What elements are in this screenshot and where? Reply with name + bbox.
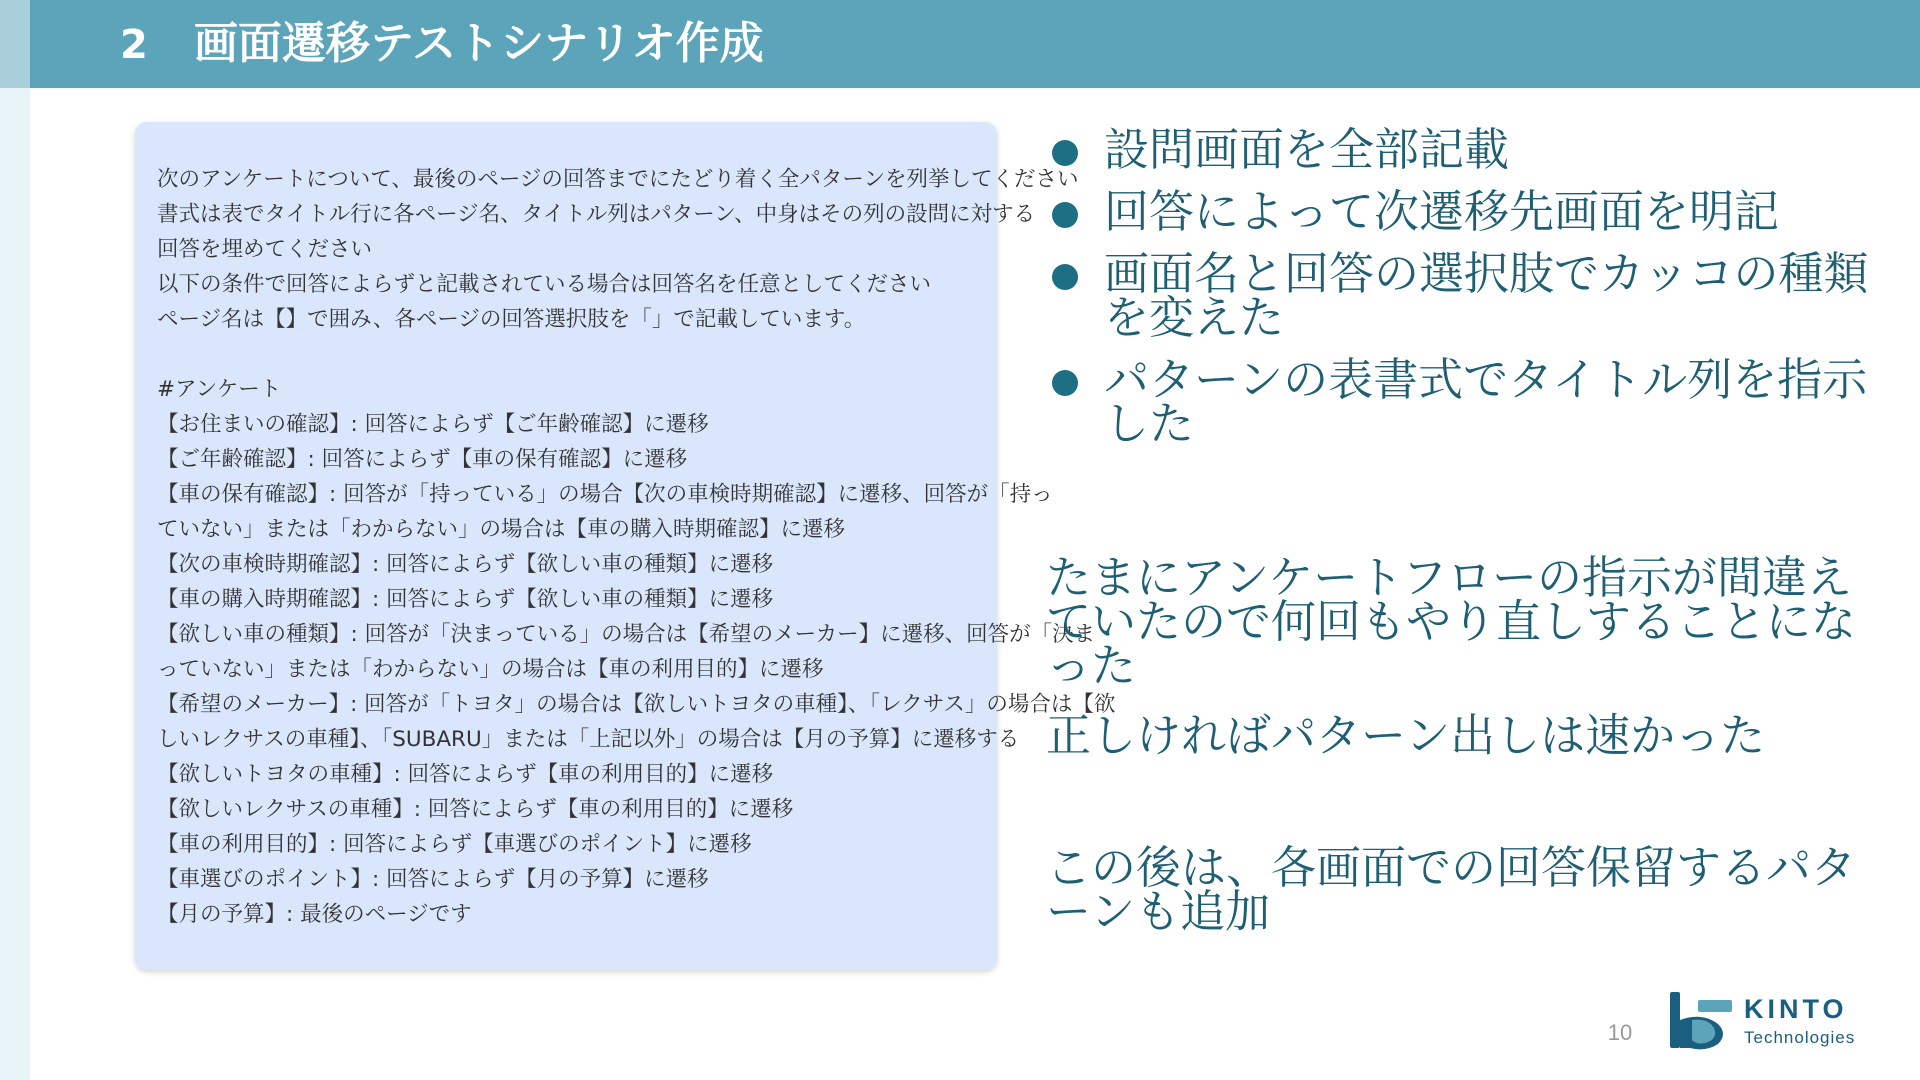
- bullet-item: [1048, 353, 1888, 450]
- bullet-dot-icon: [1052, 140, 1078, 166]
- prompt-line: 【車の購入時期確認】: 回答によらず【欲しい車の種類】に遷移: [157, 587, 774, 612]
- bullet-dot-icon: [1052, 264, 1078, 290]
- left-accent-strip: [0, 0, 30, 1080]
- prompt-blank-line: [157, 337, 979, 372]
- title-text: 画面遷移テストシナリオ作成: [193, 18, 764, 69]
- bullet-item: [1048, 247, 1888, 344]
- prompt-line: 【希望のメーカー】: 回答が「トヨタ」の場合は【欲しいトヨタの車種】、「レクサス」の場合は【欲: [157, 692, 1116, 717]
- remark-text: 正しければパターン出しは速かった: [1046, 709, 1766, 762]
- prompt-line: 【月の予算】: 最後のページです: [157, 902, 472, 927]
- prompt-line: 次のアンケートについて、最後のページの回答までにたどり着く全パターンを列挙してください: [157, 167, 1079, 192]
- prompt-line: ページ名は【】で囲み、各ページの回答選択肢を「」で記載しています。: [157, 307, 866, 332]
- page-number: 10: [1607, 1020, 1633, 1045]
- prompt-line: 【お住まいの確認】: 回答によらず【ご年齢確認】に遷移: [157, 412, 709, 437]
- remark-text: たまにアンケートフローの指示が間違えていたので何回もやり直しすることになった: [1046, 551, 1857, 692]
- bullet-dot-icon: [1052, 202, 1078, 228]
- logo-subtitle: Technologies: [1744, 1028, 1856, 1047]
- prompt-line: 【ご年齢確認】: 回答によらず【車の保有確認】に遷移: [157, 447, 688, 472]
- prompt-line: 【車選びのポイント】: 回答によらず【月の予算】に遷移: [157, 867, 709, 892]
- bullet-text: 設問画面を全部記載: [1104, 123, 1510, 176]
- prompt-line: しいレクサスの車種】、「SUBARU」または「上記以外」の場合は【月の予算】に遷移する: [157, 727, 1020, 752]
- logo-name: KINTO: [1744, 994, 1848, 1024]
- prompt-line: 書式は表でタイトル行に各ページ名、タイトル列はパターン、中身はその列の設問に対する: [157, 202, 1036, 227]
- prompt-line: 回答を埋めてください: [157, 237, 373, 262]
- company-logo: [1668, 990, 1868, 1054]
- bullet-list: [1048, 123, 1888, 464]
- prompt-line: 【欲しいトヨタの車種】: 回答によらず【車の利用目的】に遷移: [157, 762, 774, 787]
- prompt-line: 【車の利用目的】: 回答によらず【車選びのポイント】に遷移: [157, 832, 752, 857]
- bullet-text: パターンの表書式でタイトル列を指示した: [1104, 353, 1868, 450]
- prompt-line: 【欲しいレクサスの車種】: 回答によらず【車の利用目的】に遷移: [157, 797, 794, 822]
- bullet-text: 回答によって次遷移先画面を明記: [1104, 185, 1780, 238]
- prompt-line: 【次の車検時期確認】: 回答によらず【欲しい車の種類】に遷移: [157, 552, 774, 577]
- left-strip-top: [0, 0, 30, 88]
- prompt-line: #アンケート: [157, 377, 282, 402]
- bullet-item: [1048, 185, 1888, 238]
- bullet-dot-icon: [1052, 370, 1078, 396]
- section-number: 2: [120, 22, 148, 68]
- kinto-logo-icon: [1668, 990, 1736, 1054]
- prompt-line: 【欲しい車の種類】: 回答が「決まっている」の場合は【希望のメーカー】に遷移、回答が「決ま: [157, 622, 1096, 647]
- prompt-text-box: [135, 122, 1116, 970]
- slide-title: [120, 18, 764, 70]
- prompt-line: っていない」または「わからない」の場合は【車の利用目的】に遷移: [157, 657, 824, 682]
- prompt-line: ていない」または「わからない」の場合は【車の購入時期確認】に遷移: [157, 517, 846, 542]
- prompt-line: 【車の保有確認】: 回答が「持っている」の場合【次の車検時期確認】に遷移、回答が「持っ: [157, 482, 1053, 507]
- remark-text: この後は、各画面での回答保留するパターンも追加: [1046, 841, 1857, 938]
- prompt-line: 以下の条件で回答によらずと記載されている場合は回答名を任意としてください: [157, 272, 932, 297]
- bullet-text: 画面名と回答の選択肢でカッコの種類を変えた: [1104, 247, 1869, 344]
- bullet-item: [1048, 123, 1888, 176]
